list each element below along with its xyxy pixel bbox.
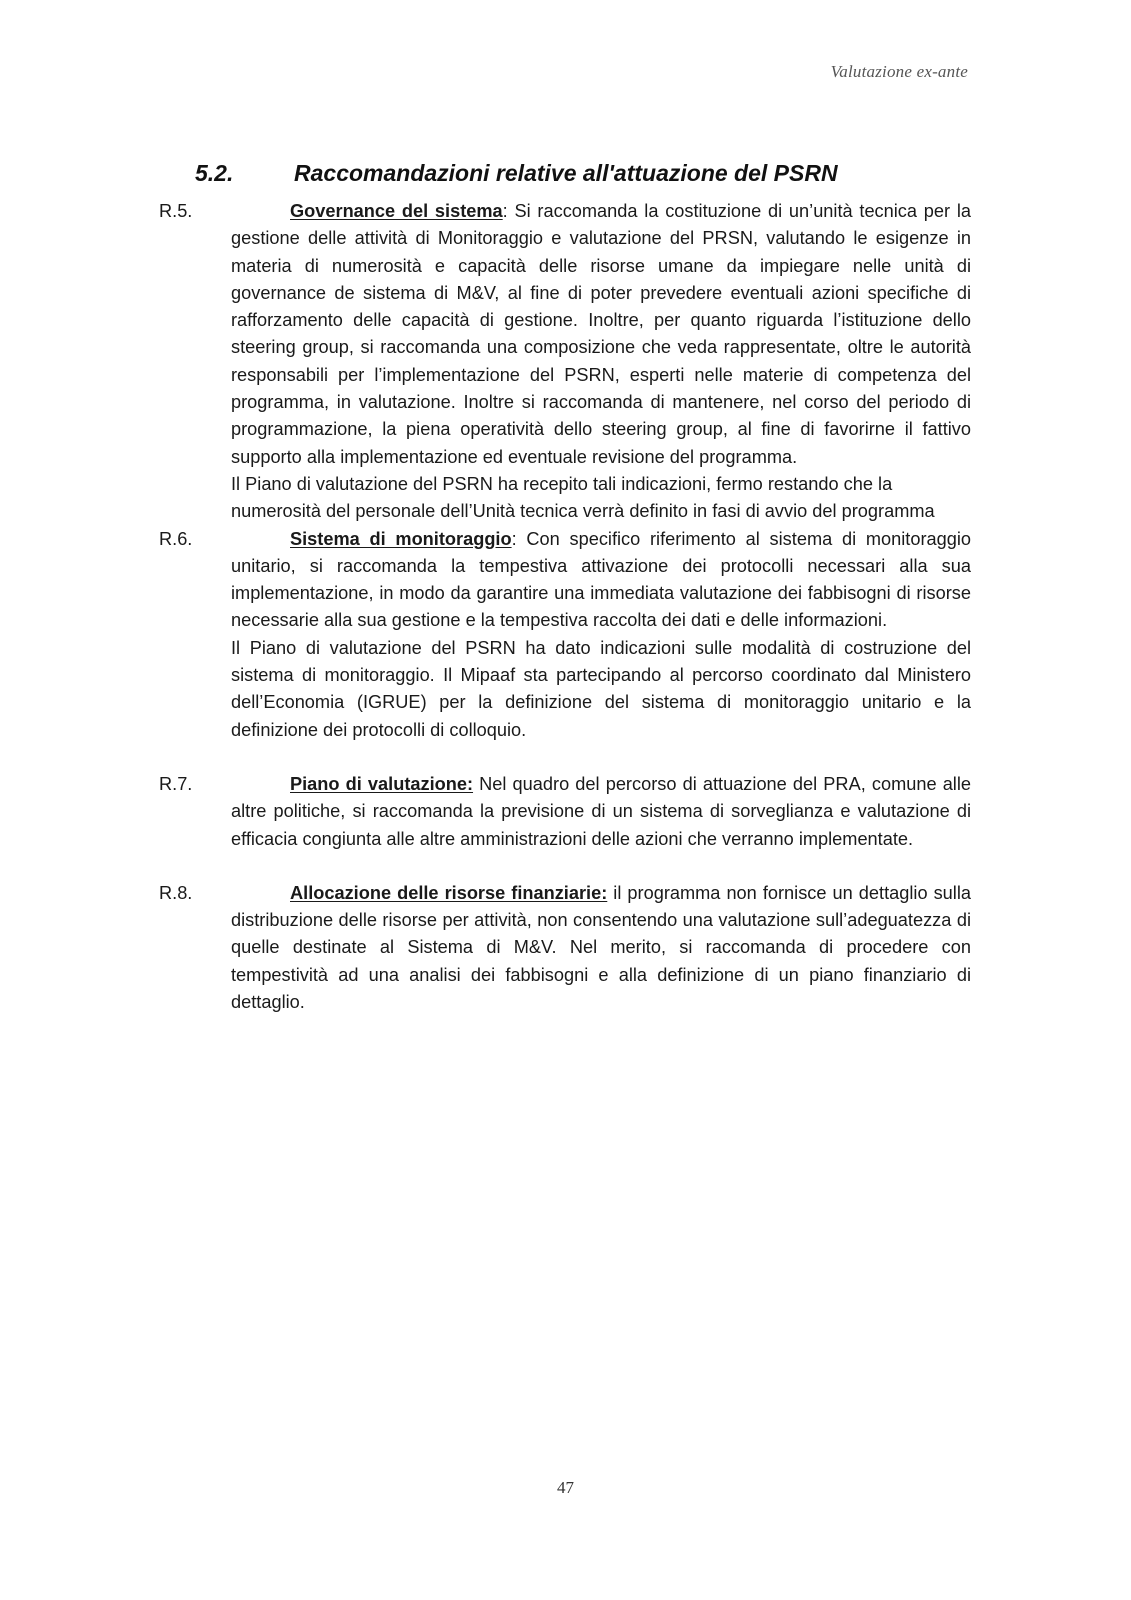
recommendation-body: Sistema di monitoraggio: Con specifico riferimento al sistema di monitoraggio unitario, si raccomanda la tempestiva attivazione dei protocolli necessari alla sua implementazione, in modo da garantire una immediata valutazione dei fabbisogni di risorse necessarie alla sua gestione e la tempestiva raccolta dei dati e delle informazioni. [231, 528, 971, 631]
recommendation-label: R.5. [159, 201, 193, 221]
recommendation-r5 [159, 198, 971, 526]
recommendation-label: R.6. [159, 528, 193, 549]
section-title: Raccomandazioni relative all'attuazione del PSRN [294, 160, 838, 186]
recommendation-title: Sistema di monitoraggio [290, 528, 512, 549]
section-number: 5.2. [195, 160, 234, 186]
recommendation-r8 [159, 880, 971, 1016]
recommendation-title: Governance del sistema [290, 201, 503, 221]
recommendation-note: Il Piano di valutazione del PSRN ha recepito tali indicazioni, fermo restando che la numerosità del personale dell’Unità tecnica verrà definito in fasi di avvio del programma [231, 473, 935, 522]
spacer [195, 853, 971, 880]
recommendation-body [231, 771, 971, 853]
recommendation-label: R.7. [159, 773, 193, 794]
spacer [195, 744, 971, 771]
recommendation-text: Nel quadro del percorso di attuazione del PRA, comune alle altre politiche, si raccomanda la previsione di un sistema di sorveglianza e valutazione di efficacia congiunta alle altre amministrazioni delle azioni che verranno implementate. [231, 773, 972, 849]
recommendation-text: Si raccomanda la costituzione di un’unità tecnica per la gestione delle attività di Monitoraggio e valutazione del PRSN, valutando le esigenze in materia di numerosità e capacità delle risorse umane da impiegare nelle unità di governance de sistema di M&V, al fine di poter prevedere eventuali azioni specifiche di rafforzamento delle capacità di gestione. Inoltre, per quanto riguarda l’istituzione dello steering group, si raccomanda una composizione che veda rappresentate, oltre le autorità responsabili per l’implementazione del PSRN, esperti nelle materie di competenza del programma, in valutazione. Inoltre si raccomanda di mantenere, nel corso del periodo di programmazione, la piena operatività dello steering group, al fine di favorirne il fattivo supporto alla implementazione ed eventuale revisione del programma. [231, 201, 971, 467]
recommendations-list [159, 198, 972, 1016]
page-number: 47 [557, 1478, 574, 1497]
recommendation-r7 [159, 771, 972, 853]
running-header: Valutazione ex-ante [830, 62, 968, 81]
recommendation-r6 [159, 526, 971, 744]
recommendation-text: Con specifico riferimento al sistema di monitoraggio unitario, si raccomanda la tempestiva attivazione dei protocolli necessari alla sua implementazione, in modo da garantire una immediata valutazione dei fabbisogni di risorse necessarie alla sua gestione e la tempestiva raccolta dei dati e delle informazioni. [231, 528, 971, 631]
recommendation-note: Il Piano di valutazione del PSRN ha dato indicazioni sulle modalità di costruzione del sistema di monitoraggio. Il Mipaaf sta partecipando al percorso coordinato dal Ministero dell’Economia (IGRUE) per la definizione del sistema di monitoraggio unitario e la definizione dei protocolli di colloquio. [231, 637, 971, 740]
recommendation-label: R.8. [159, 882, 193, 903]
recommendation-body [231, 880, 971, 1016]
recommendation-title: Allocazione delle risorse finanziarie: [290, 882, 608, 903]
recommendation-text: il programma non fornisce un dettaglio sulla distribuzione delle risorse per attività, non consentendo una valutazione sull’adeguatezza di quelle destinate al Sistema di M&V. Nel merito, si raccomanda di procedere con tempestività ad una analisi dei fabbisogni e alla definizione di un piano finanziario di dettaglio. [231, 882, 971, 1013]
section-heading [195, 160, 975, 187]
recommendation-body: Governance del sistema: Si raccomanda la costituzione di un’unità tecnica per la gestione delle attività di Monitoraggio e valutazione del PRSN, valutando le esigenze in materia di numerosità e capacità delle risorse umane da impiegare nelle unità di governance de sistema di M&V, al fine di poter prevedere eventuali azioni specifiche di rafforzamento delle capacità di gestione. Inoltre, per quanto riguarda l’istituzione dello steering group, si raccomanda una composizione che veda rappresentate, oltre le autorità responsabili per l’implementazione del PSRN, esperti nelle materie di competenza del programma, in valutazione. Inoltre si raccomanda di mantenere, nel corso del periodo di programmazione, la piena operatività dello steering group, al fine di favorirne il fattivo supporto alla implementazione ed eventuale revisione del programma. [231, 201, 971, 467]
recommendation-title: Piano di valutazione: [290, 773, 474, 794]
